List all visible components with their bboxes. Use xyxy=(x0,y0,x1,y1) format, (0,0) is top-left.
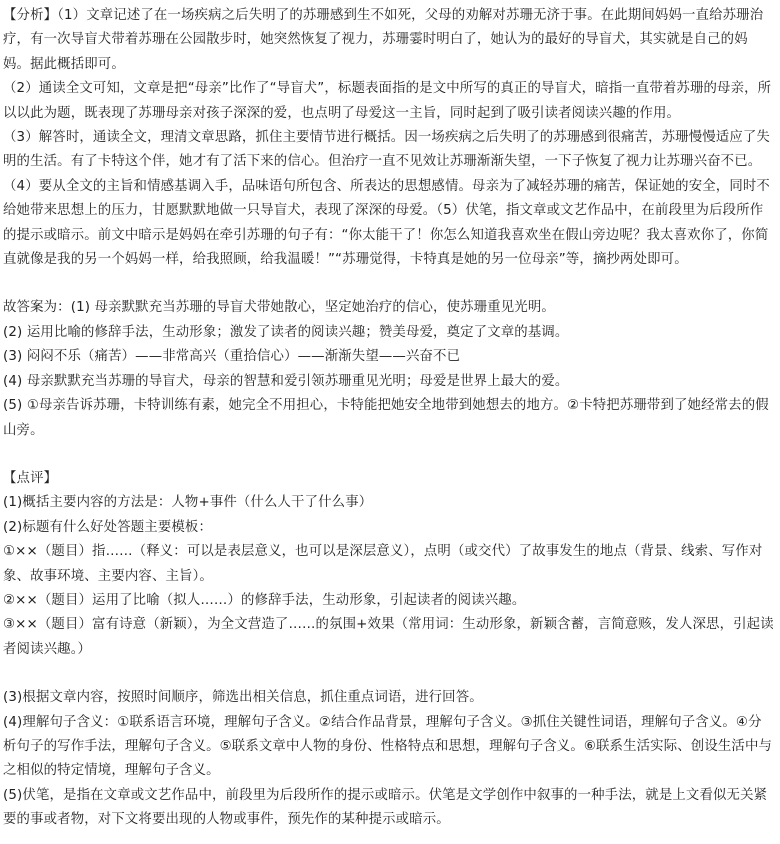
answer-line-4: (4) 母亲默默充当苏珊的导盲犬，母亲的智慧和爱引领苏珊重见光明；母爱是世界上最大的爱。 xyxy=(3,373,569,389)
analysis-paragraph-1: 【分析】（1）文章记述了在一场疾病之后失明了的苏珊感到生不如死，父母的劝解对苏珊无济于事。在此期间妈妈一直给苏珊治疗，有一次导盲犬带着苏珊在公园散步时，她突然恢复了视力，苏珊霎时明白了，她认为的最好的导盲犬，其实就是自己的妈妈。据此概括即可。 xyxy=(3,8,764,72)
comment-line-6: (3)根据文章内容，按照时间顺序，筛选出相关信息，抓住重点词语，进行回答。 xyxy=(3,690,483,706)
comment-section xyxy=(3,467,774,833)
spacer xyxy=(3,443,774,467)
comment-title: 【点评】 xyxy=(3,470,58,486)
comment-line-4: ②××（题目）运用了比喻（拟人……）的修辞手法，生动形象，引起读者的阅读兴趣。 xyxy=(3,592,526,608)
comment-line-1: (1)概括主要内容的方法是：人物+事件（什么人干了什么事） xyxy=(3,495,373,511)
spacer xyxy=(3,272,774,296)
comment-line-3: ①××（题目）指……（释义：可以是表层意义，也可以是深层意义），点明（或交代）了故事发生的地点（背景、线索、写作对象、故事环境、主要内容、主旨）。 xyxy=(3,544,763,584)
comment-line-7: (4)理解句子含义：①联系语言环境，理解句子含义。②结合作品背景，理解句子含义。③抓住关键性词语，理解句子含义。④分析句子的写作手法，理解句子含义。⑤联系文章中人物的身份、性格特点和思想，理解句子含义。⑥联系生活实际、创设生活中与之相似的特定情境，理解句子含义。 xyxy=(3,714,773,779)
answer-line-1: 故答案为：(1) 母亲默默充当苏珊的导盲犬带她散心，坚定她治疗的信心，使苏珊重见光明。 xyxy=(3,300,555,316)
answer-line-2: (2) 运用比喻的修辞手法，生动形象；激发了读者的阅读兴趣；赞美母爱，奠定了文章的基调。 xyxy=(3,324,569,340)
analysis-section xyxy=(3,4,774,272)
answer-line-3: (3) 闷闷不乐（痛苦）——非常高兴（重拾信心）——渐渐失望——兴奋不已 xyxy=(3,349,461,365)
comment-line-8: (5)伏笔，是指在文章或文艺作品中，前段里为后段所作的提示或暗示。伏笔是文学创作中叙事的一种手法，就是上文看似无关紧要的事或者物，对下文将要出现的人物或事件，预先作的某种提示或暗示。 xyxy=(3,787,768,828)
answer-line-5: (5) ①母亲告诉苏珊，卡特训练有素，她完全不用担心，卡特能把她安全地带到她想去的地方。②卡特把苏珊带到了她经常去的假山旁。 xyxy=(3,398,769,438)
answers-section xyxy=(3,296,774,442)
comment-line-5: ③××（题目）富有诗意（新颖），为全文营造了……的氛围+效果（常用词：生动形象，新颖含蓄，言简意赅，发人深思，引起读者阅读兴趣。） xyxy=(3,617,774,657)
analysis-paragraph-4: （4）要从全文的主旨和情感基调入手，品味语句所包含、所表达的思想感情。母亲为了减轻苏珊的痛苦，保证她的安全，同时不给她带来思想上的压力，甘愿默默地做一只导盲犬，表现了深深的母爱。（5）伏笔，指文章或文艺作品中，在前段里为后段所作的提示或暗示。前文中暗示是妈妈在牵引苏珊的句子有：“你太能干了！你怎么知道我喜欢坐在假山旁边呢？我太喜欢你了，你简直就像是我的另一个妈妈一样，给我照顾，给我温暖！”“苏珊觉得，卡特真是她的另一位母亲”等，摘抄两处即可。 xyxy=(3,178,770,268)
comment-line-2: (2)标题有什么好处答题主要模板： xyxy=(3,519,212,535)
analysis-paragraph-3: （3）解答时，通读全文，理清文章思路，抓住主要情节进行概括。因一场疾病之后失明了的苏珊感到很痛苦，苏珊慢慢适应了失明的生活。有了卡特这个伴，她才有了活下来的信心。但治疗一直不见效让苏珊渐渐失望，一下子恢复了视力让苏珊兴奋不已。 xyxy=(3,130,770,170)
analysis-paragraph-2: （2）通读全文可知，文章是把“母亲”比作了“导盲犬”，标题表面指的是文中所写的真正的导盲犬，暗指一直带着苏珊的母亲，所以以此为题，既表现了苏珊母亲对孩子深深的爱，也点明了母爱这一主旨，同时起到了吸引读者阅读兴趣的作用。 xyxy=(3,81,772,121)
spacer xyxy=(3,662,774,686)
